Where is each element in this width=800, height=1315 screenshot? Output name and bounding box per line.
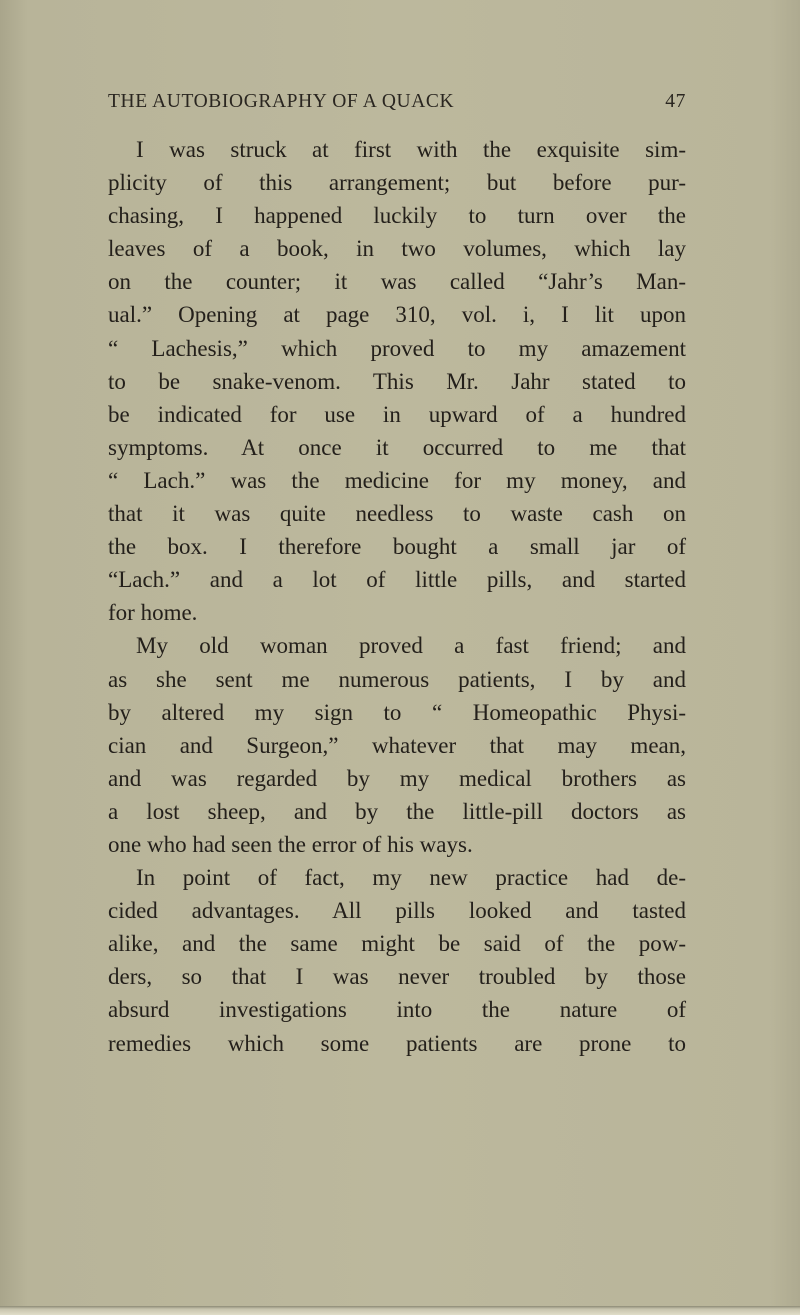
text-line: plicity of this arrangement; but before pur- bbox=[108, 170, 686, 196]
text-line: “ Lachesis,” which proved to my amazement bbox=[108, 335, 686, 361]
text-line: I was struck at first with the exquisite sim- bbox=[136, 137, 686, 162]
text-line: as she sent me numerous patients, I by and bbox=[108, 666, 686, 692]
text-line: chasing, I happened luckily to turn over the bbox=[108, 203, 686, 229]
text-line: the box. I therefore bought a small jar of bbox=[108, 534, 686, 560]
text-line: cian and Surgeon,” whatever that may mean, bbox=[108, 732, 686, 758]
text-line: ders, so that I was never troubled by those bbox=[108, 964, 686, 990]
running-head-title: THE AUTOBIOGRAPHY OF A QUACK bbox=[108, 91, 455, 112]
text-line: on the counter; it was called “Jahr’s Man- bbox=[108, 269, 686, 295]
text-line: one who had seen the error of his ways. bbox=[108, 831, 473, 857]
text-line: In point of fact, my new practice had de- bbox=[136, 865, 686, 891]
text-line: for home. bbox=[108, 600, 198, 626]
text-line: “ Lach.” was the medicine for my money, and bbox=[108, 467, 686, 493]
text-line: by altered my sign to “ Homeopathic Physi- bbox=[108, 699, 686, 725]
text-line: remedies which some patients are prone to bbox=[108, 1030, 686, 1056]
page-number: 47 bbox=[665, 91, 686, 112]
text-line: that it was quite needless to waste cash on bbox=[108, 501, 686, 527]
running-head bbox=[108, 91, 686, 113]
text-line: leaves of a book, in two volumes, which lay bbox=[108, 236, 686, 262]
text-line: “Lach.” and a lot of little pills, and started bbox=[108, 567, 686, 593]
text-line: and was regarded by my medical brothers as bbox=[108, 765, 686, 791]
text-line: My old woman proved a fast friend; and bbox=[136, 633, 686, 659]
text-line: alike, and the same might be said of the pow- bbox=[108, 931, 686, 957]
text-line: to be snake-venom. This Mr. Jahr stated to bbox=[108, 368, 686, 394]
text-line: cided advantages. All pills looked and tasted bbox=[108, 898, 686, 924]
page-bottom-edge bbox=[0, 1306, 800, 1315]
text-line: symptoms. At once it occurred to me that bbox=[108, 434, 686, 460]
text-line: a lost sheep, and by the little-pill doctors as bbox=[108, 798, 686, 824]
body-text bbox=[108, 133, 686, 1060]
text-line: ual.” Opening at page 310, vol. i, I lit upon bbox=[108, 302, 686, 328]
text-line: be indicated for use in upward of a hundred bbox=[108, 401, 686, 427]
text-line: absurd investigations into the nature of bbox=[108, 997, 686, 1023]
